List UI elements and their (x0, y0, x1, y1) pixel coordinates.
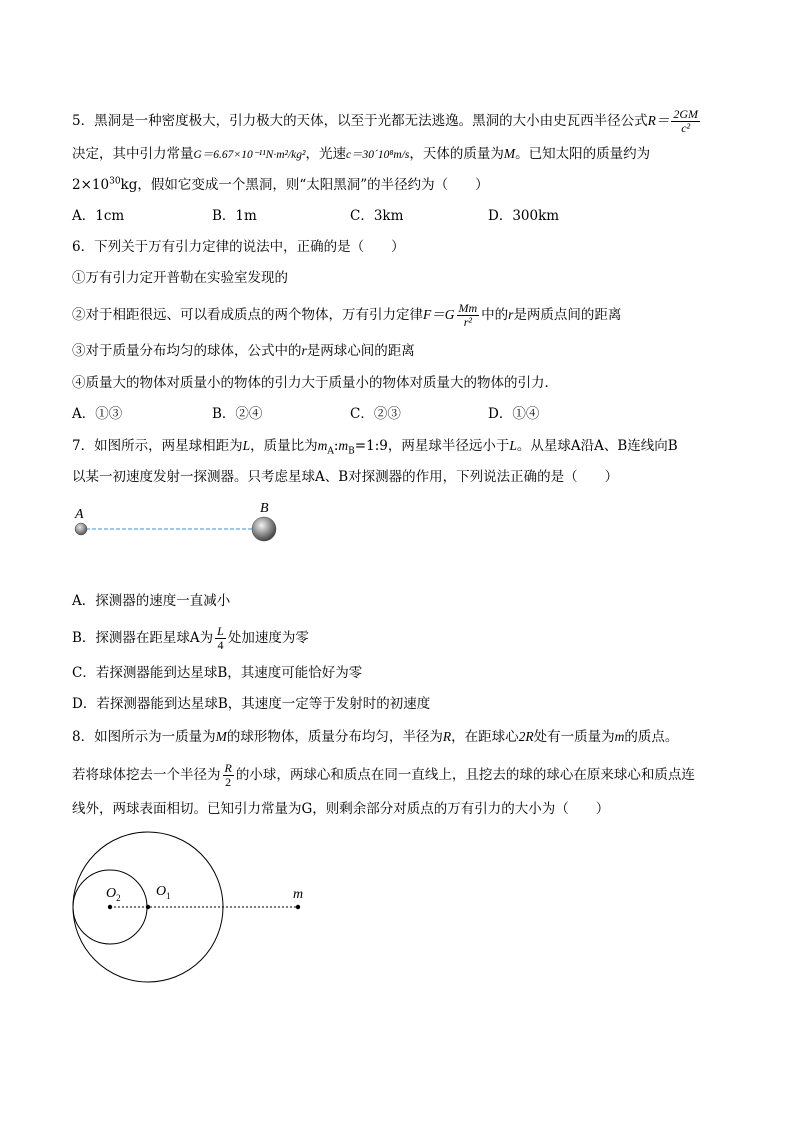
q6-statement-4: ④质量大的物体对质量小的物体的引力大于质量小的物体对质量大的物体的引力． (72, 375, 558, 391)
q5-text-3a: 2×10 (72, 177, 110, 193)
q7-label-a: A (75, 507, 84, 522)
q5-option-b[interactable]: B．1m (212, 208, 257, 224)
q7-option-d[interactable]: D．若探测器能到达星球B，其速度一定等于发射时的初速度 (72, 696, 431, 712)
q5-option-a[interactable]: A．1cm (72, 208, 125, 224)
q6-s3-text-b: 是两球心间的距离 (306, 343, 415, 359)
q8-line1 (72, 727, 678, 747)
q5-g-formula: G＝6.67×10⁻¹¹N·m²/kg² (193, 149, 306, 161)
q5-text-3b: kg，假如它变成一个黑洞，则“太阳黑洞”的半径约为（ ） (120, 177, 489, 193)
q7-option-a[interactable]: A．探测器的速度一直减小 (72, 593, 231, 609)
q6-s2-den: r² (463, 315, 472, 329)
q7-line2: 以某一初速度发射一探测器。只考虑星球A、B对探测器的作用，下列说法正确的是（ ） (72, 469, 619, 485)
q5-text-2b: ，光速 (305, 146, 346, 162)
q5-line2 (72, 144, 650, 165)
q8-m: m (614, 729, 625, 744)
q5-c-formula: c＝30´10⁸m/s (345, 149, 410, 161)
q7-option-b[interactable] (72, 625, 309, 652)
q7-figure (66, 500, 306, 550)
q8-label-m: m (293, 887, 304, 902)
q8-fraction (223, 762, 234, 789)
q7-distance-L: L (242, 438, 251, 453)
q7-optB-den: 4 (217, 638, 224, 652)
q8-m-point (296, 905, 300, 909)
q7-colon: : (333, 438, 339, 454)
q7-star-a (75, 523, 87, 535)
q6-s2-fraction (457, 302, 480, 329)
q6-s2-text-b: 中的 (481, 307, 509, 323)
q8-2R: 2R (518, 729, 534, 744)
q8-label-o1: $O_1$ (156, 884, 171, 901)
q6-stem: 6．下列关于万有引力定律的说法中，正确的是（ ） (72, 239, 405, 255)
q8-text-2b: 的小球，两球心和质点在同一直线上，且挖去的球的球心在原来球心和质点连 (235, 767, 695, 783)
q6-option-d[interactable]: D．①④ (488, 406, 540, 422)
q7-text-1c: ，两星球半径远小于 (387, 438, 510, 454)
q6-option-c[interactable]: C．②③ (350, 406, 401, 422)
q8-text-1b: 的球形物体，质量分布均匀，半径为 (226, 729, 443, 745)
q5-text-2d: 。已知太阳的质量约为 (515, 146, 651, 162)
q5-text-1: 5．黑洞是一种密度极大，引力极大的天体，以至于光都无法逃逸。黑洞的大小由史瓦西半径公式 (72, 113, 648, 129)
q7-text-1b: ，质量比为 (250, 438, 318, 454)
q8-o1-point (146, 905, 150, 909)
q5-line1 (72, 108, 702, 135)
q7-option-c[interactable]: C．若探测器能到达星球B，其速度可能恰好为零 (72, 665, 363, 681)
q6-option-a[interactable]: A．①③ (72, 406, 123, 422)
q8-text-1e: 的质点。 (624, 729, 679, 745)
q5-formula-den: c² (681, 121, 691, 135)
q6-s2-r: r (508, 307, 514, 322)
q6-s3-r: r (301, 343, 307, 358)
q7-line1 (72, 436, 678, 456)
q8-o2-point (108, 905, 112, 909)
q7-optB-text-b: 处加速度为零 (227, 630, 309, 646)
q5-line3 (72, 175, 489, 195)
q5-formula-num: 2GM (673, 107, 699, 121)
q6-statement-3 (72, 341, 415, 361)
q7-ratio: =1:9 (354, 438, 388, 454)
q8-figure (66, 830, 326, 990)
q6-statement-1: ①万有引力定开普勒在实验室发现的 (72, 270, 288, 286)
q8-frac-den: 2 (225, 775, 232, 789)
q5-option-d[interactable]: D．300km (488, 208, 560, 224)
q7-label-b: B (260, 501, 269, 516)
q7-optB-text-a: B．探测器在距星球A为 (72, 630, 214, 646)
q8-text-1c: ，在距球心 (451, 729, 519, 745)
q7-text-1a: 7．如图所示，两星球相距为 (72, 438, 243, 454)
q8-text-2a: 若将球体挖去一个半径为 (72, 767, 221, 783)
q6-s2-num: Mm (458, 301, 478, 315)
q7-distance-L-2: L (509, 438, 517, 453)
q6-statement-2 (72, 302, 621, 329)
q6-option-b[interactable]: B．②④ (212, 406, 263, 422)
q7-subA: A (327, 446, 334, 457)
q5-text-2c: ，天体的质量为 (409, 146, 504, 162)
q6-s2-text-a: ②对于相距很远、可以看成质点的两个物体，万有引力定律 (72, 307, 423, 323)
q8-frac-num: R (224, 761, 232, 775)
q6-s3-text-a: ③对于质量分布均匀的球体，公式中的 (72, 343, 302, 359)
q5-formula-fraction (671, 108, 700, 135)
q8-text-1d: 处有一质量为 (533, 729, 615, 745)
q7-mB: m (338, 438, 349, 453)
q5-text-2a: 决定，其中引力常量 (72, 146, 194, 162)
q5-option-c[interactable]: C．3km (350, 208, 404, 224)
q7-mA: m (317, 438, 328, 453)
q7-optB-num: L (217, 624, 224, 638)
q7-text-1d: 。从星球A沿A、B连线向B (516, 438, 678, 454)
q7-subB: B (348, 446, 355, 457)
q7-star-b (252, 517, 276, 541)
q8-M: M (215, 729, 227, 744)
q5-mass-symbol: M (503, 146, 516, 161)
q8-text-1a: 8．如图所示为一质量为 (72, 729, 216, 745)
q5-formula-lhs: R＝ (647, 113, 670, 128)
q8-R: R (442, 729, 452, 744)
q6-s2-text-c: 是两质点间的距离 (513, 307, 622, 323)
q8-line2 (72, 762, 695, 789)
q8-line3: 线外，两球表面相切。已知引力常量为G，则剩余部分对质点的万有引力的大小为（ ） (72, 801, 610, 817)
q6-s2-formula-lhs: F＝G (423, 307, 455, 322)
q5-exponent: 30 (109, 176, 121, 187)
q8-label-o2: $O_2$ (106, 886, 121, 903)
q7-optB-fraction (215, 625, 226, 652)
